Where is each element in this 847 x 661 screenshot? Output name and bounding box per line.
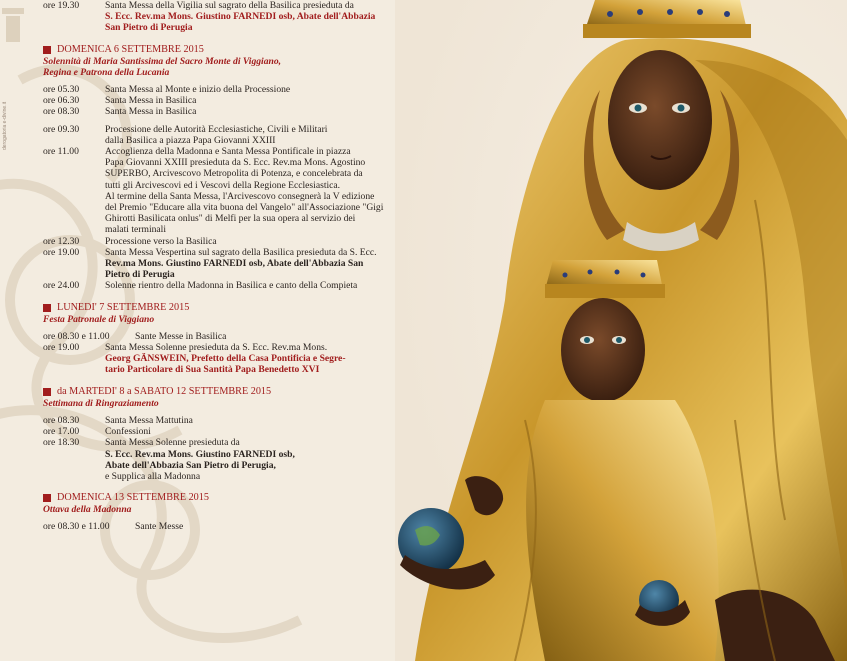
description-line: Rev.ma Mons. Giustino FARNEDI osb, Abate dell'Abbazia San [105,258,364,270]
entry-time: ore 08.30 e 11.00 [43,521,110,533]
entry-time: ore 12.30 [43,235,80,247]
description-line: Accoglienza della Madonna e Santa Messa Pontificale in piazza [105,146,351,158]
entry-time: ore 19.00 [43,342,80,354]
section-heading-text: LUNEDI' 7 SETTEMBRE 2015 [57,301,190,313]
entry-description [105,95,413,106]
entry-time: ore 08.30 e 11.00 [43,330,110,342]
entry-time: ore 08.30 [43,106,80,118]
description-line: Santa Messa Mattutina [105,414,193,426]
bullet-square-icon [43,46,51,54]
description-line: S. Ecc. Rev.ma Mons. Giustino FARNEDI osb, [105,448,295,460]
section-subtitle: Regina e Patrona della Lucania [43,66,170,78]
description-line: Santa Messa al Monte e inizio della Processione [105,84,291,96]
schedule-entry [43,342,413,376]
schedule-section [43,492,413,542]
schedule-entry [43,521,413,532]
entry-description [135,331,413,342]
entry-description [105,415,413,426]
description-line: dalla Basilica a piazza Papa Giovanni XXIII [105,134,276,146]
description-line: Ghirotti Basilicata onlus" di Melfi per la sua opera al servizio dei [105,213,356,225]
bullet-square-icon [43,304,51,312]
description-line: Santa Messa Solenne presieduta da [105,437,240,449]
entry-description [105,106,413,117]
schedule-entry [43,124,413,146]
entry-description [105,0,413,34]
schedule-entry [43,415,413,426]
entry-time: ore 17.00 [43,426,80,438]
description-line: tutti gli Arcivescovi ed i Vescovi della Regione Ecclesiastica. [105,179,341,191]
section-heading-text: DOMENICA 6 SETTEMBRE 2015 [57,43,204,55]
description-line: e Supplica alla Madonna [105,470,201,482]
description-line: Santa Messa in Basilica [105,95,197,107]
description-line: Santa Messa in Basilica [105,106,197,118]
bullet-square-icon [43,388,51,396]
schedule-entry [43,331,413,342]
description-line: Processione verso la Basilica [105,235,217,247]
schedule-entry [43,84,413,95]
schedule-section [43,44,413,302]
description-line: Processione delle Autorità Ecclesiastiche, Civili e Militari [105,123,328,135]
schedule-entry [43,426,413,437]
description-line: Georg GÄNSWEIN, Prefetto della Casa Pontificia e Segre- [105,353,346,365]
entry-time: ore 06.30 [43,95,80,107]
description-line: SUPERBO, Arcivescovo Metropolita di Potenza, e concelebrata da [105,168,363,180]
description-line: S. Ecc. Rev.ma Mons. Giustino FARNEDI osb, Abate dell'Abbazia [105,11,376,23]
description-line: del Premio "Educare alla vita buona del Vangelo" all'Associazione "Gigi [105,202,384,214]
entry-description [105,247,413,281]
description-line: Santa Messa Solenne presieduta da S. Ecc. Rev.ma Mons. [105,342,328,354]
description-line: Al termine della Santa Messa, l'Arcivescovo consegnerà la V edizione [105,190,375,202]
description-line: Pietro di Perugia [105,269,175,281]
description-line: Solenne rientro della Madonna in Basilica e canto della Compieta [105,280,358,292]
section-heading [43,386,413,398]
schedule-section [43,302,413,386]
description-line: Abate dell'Abbazia San Pietro di Perugia, [105,459,276,471]
entry-time: ore 08.30 [43,414,80,426]
section-heading [43,492,413,504]
section-heading [43,44,413,56]
schedule-section [43,386,413,492]
entry-time: ore 09.30 [43,123,80,135]
section-heading-text: da MARTEDI' 8 a SABATO 12 SETTEMBRE 2015 [57,385,272,397]
entry-description [105,437,413,482]
section-heading-text: DOMENICA 13 SETTEMBRE 2015 [57,492,209,504]
entry-description [105,146,413,236]
schedule-entry [43,437,413,482]
schedule-entry [43,95,413,106]
description-line: Sante Messe in Basilica [135,330,227,342]
section-subtitle: Festa Patronale di Viggiano [43,313,155,325]
entry-description [105,236,413,247]
entry-description [135,521,413,532]
madonna-statue-photo [395,0,847,661]
entry-description [105,426,413,437]
description-line: malati terminali [105,224,167,236]
entry-time: ore 05.30 [43,84,80,96]
entry-time: ore 19.30 [43,0,80,11]
schedule-sections [43,44,413,543]
section-heading [43,302,413,314]
top-entry [43,0,413,34]
schedule-entry [43,146,413,236]
description-line: Santa Messa Vespertina sul sagrato della Basilica presieduta da S. Ecc. [105,246,377,258]
entry-description [105,84,413,95]
description-line: Papa Giovanni XXIII presieduta da S. Ecc. Rev.ma Mons. Agostino [105,157,366,169]
schedule-entry [43,247,413,281]
section-subtitle: Solennità di Maria Santissima del Sacro Monte di Viggiano, [43,55,282,67]
description-line: tario Particolare di Sua Santità Papa Benedetto XVI [105,364,320,376]
description-line: San Pietro di Perugia [105,22,193,34]
entry-time: ore 24.00 [43,280,80,292]
entry-description [105,124,413,146]
entry-description [105,342,413,376]
schedule-entry [43,236,413,247]
bullet-square-icon [43,494,51,502]
side-credit: derogatoria e-divine.it [2,101,8,150]
entry-time: ore 19.00 [43,246,80,258]
section-subtitle: Settimana di Ringraziamento [43,397,159,409]
description-line: Sante Messe [135,521,184,533]
schedule-entry [43,280,413,291]
schedule-column [43,0,413,543]
description-line: Confessioni [105,426,151,438]
description-line: Santa Messa della Vigilia sul sagrato della Basilica presieduta da [105,0,354,11]
entry-time: ore 11.00 [43,146,79,158]
entry-description [105,280,413,291]
entry-time: ore 18.30 [43,437,80,449]
schedule-entry [43,106,413,117]
section-subtitle: Ottava della Madonna [43,504,132,516]
